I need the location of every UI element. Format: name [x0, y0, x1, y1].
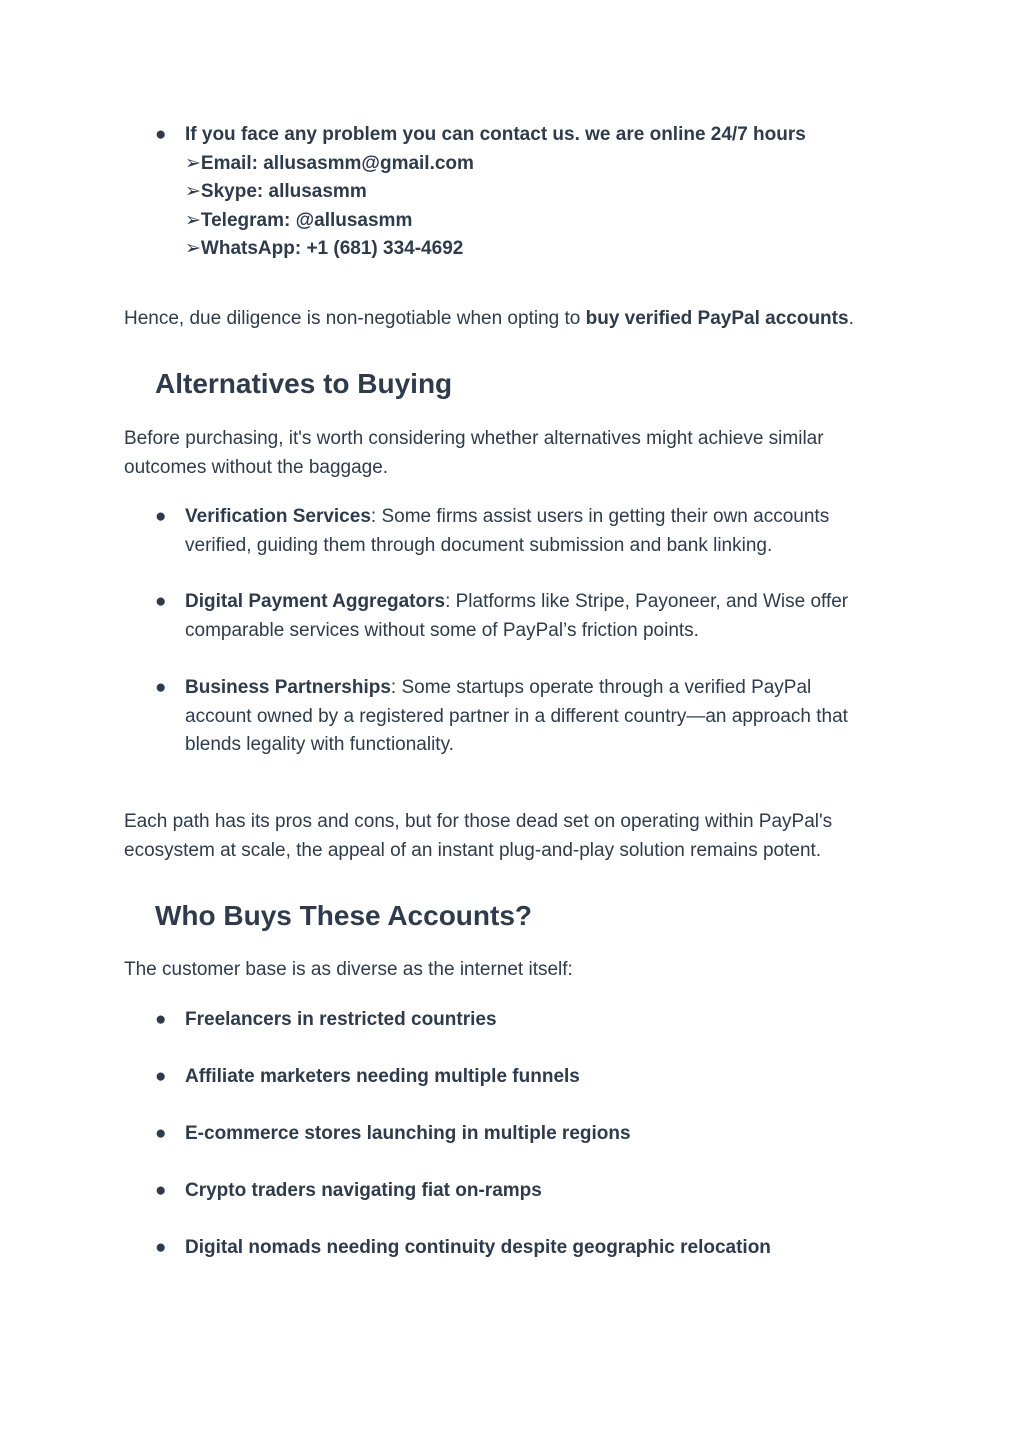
- diligence-text: Hence, due diligence is non-negotiable when opting to: [124, 308, 586, 329]
- contact-telegram[interactable]: ➢Telegram: @allusasmm: [185, 209, 413, 231]
- item-text: : Platforms like Stripe, Payoneer, and Wise offer comparable services without some of PayPal’s friction points.: [185, 591, 849, 641]
- item-title: Business Partnerships: [185, 677, 391, 698]
- diligence-bold: buy verified PayPal accounts: [585, 308, 849, 329]
- item-text: : Some firms assist users in getting their own accounts verified, guiding them through document submission and bank linking.: [185, 506, 830, 556]
- alternatives-intro: Before purchasing, it's worth considering whether alternatives might achieve similar outcomes without the baggage.: [124, 428, 824, 478]
- bullet-icon: ●: [155, 1066, 167, 1087]
- alternatives-summary: Each path has its pros and cons, but for those dead set on operating within PayPal's ecosystem at scale, the appeal of an instant plug-and-play solution remains potent.: [124, 811, 833, 861]
- diligence-paragraph: [124, 305, 904, 334]
- contact-intro: If you face any problem you can contact us. we are online 24/7 hours: [185, 124, 806, 145]
- item-text: : Some startups operate through a verified PayPal account owned by a registered partner in a different country—an approach that blends legality with functionality.: [185, 677, 848, 755]
- bullet-icon: ●: [155, 124, 167, 145]
- buyer-item-text: Digital nomads needing continuity despite geographic relocation: [185, 1237, 771, 1258]
- buyer-item-text: Affiliate marketers needing multiple funnels: [185, 1066, 580, 1087]
- diligence-end: .: [848, 308, 854, 329]
- bullet-icon: ●: [155, 1237, 167, 1258]
- bullet-icon: ●: [155, 591, 167, 612]
- buyer-item-text: E-commerce stores launching in multiple regions: [185, 1123, 631, 1144]
- buyer-item-text: Freelancers in restricted countries: [185, 1009, 497, 1030]
- item-title: Verification Services: [185, 506, 371, 527]
- buyers-intro: The customer base is as diverse as the internet itself:: [124, 959, 573, 980]
- item-title: Digital Payment Aggregators: [185, 591, 446, 612]
- bullet-icon: ●: [155, 1180, 167, 1201]
- bullet-icon: ●: [155, 506, 167, 527]
- contact-whatsapp[interactable]: ➢WhatsApp: +1 (681) 334-4692: [185, 238, 464, 259]
- bullet-icon: ●: [155, 1009, 167, 1030]
- contact-skype[interactable]: ➢Skype: allusasmm: [185, 181, 367, 202]
- buyers-heading: Who Buys These Accounts?: [155, 900, 533, 931]
- contact-email[interactable]: ➢Email: allusasmm@gmail.com: [185, 152, 474, 174]
- bullet-icon: ●: [155, 1123, 167, 1144]
- buyer-item-text: Crypto traders navigating fiat on-ramps: [185, 1180, 542, 1201]
- bullet-icon: ●: [155, 677, 167, 698]
- alternatives-heading: Alternatives to Buying: [155, 368, 453, 399]
